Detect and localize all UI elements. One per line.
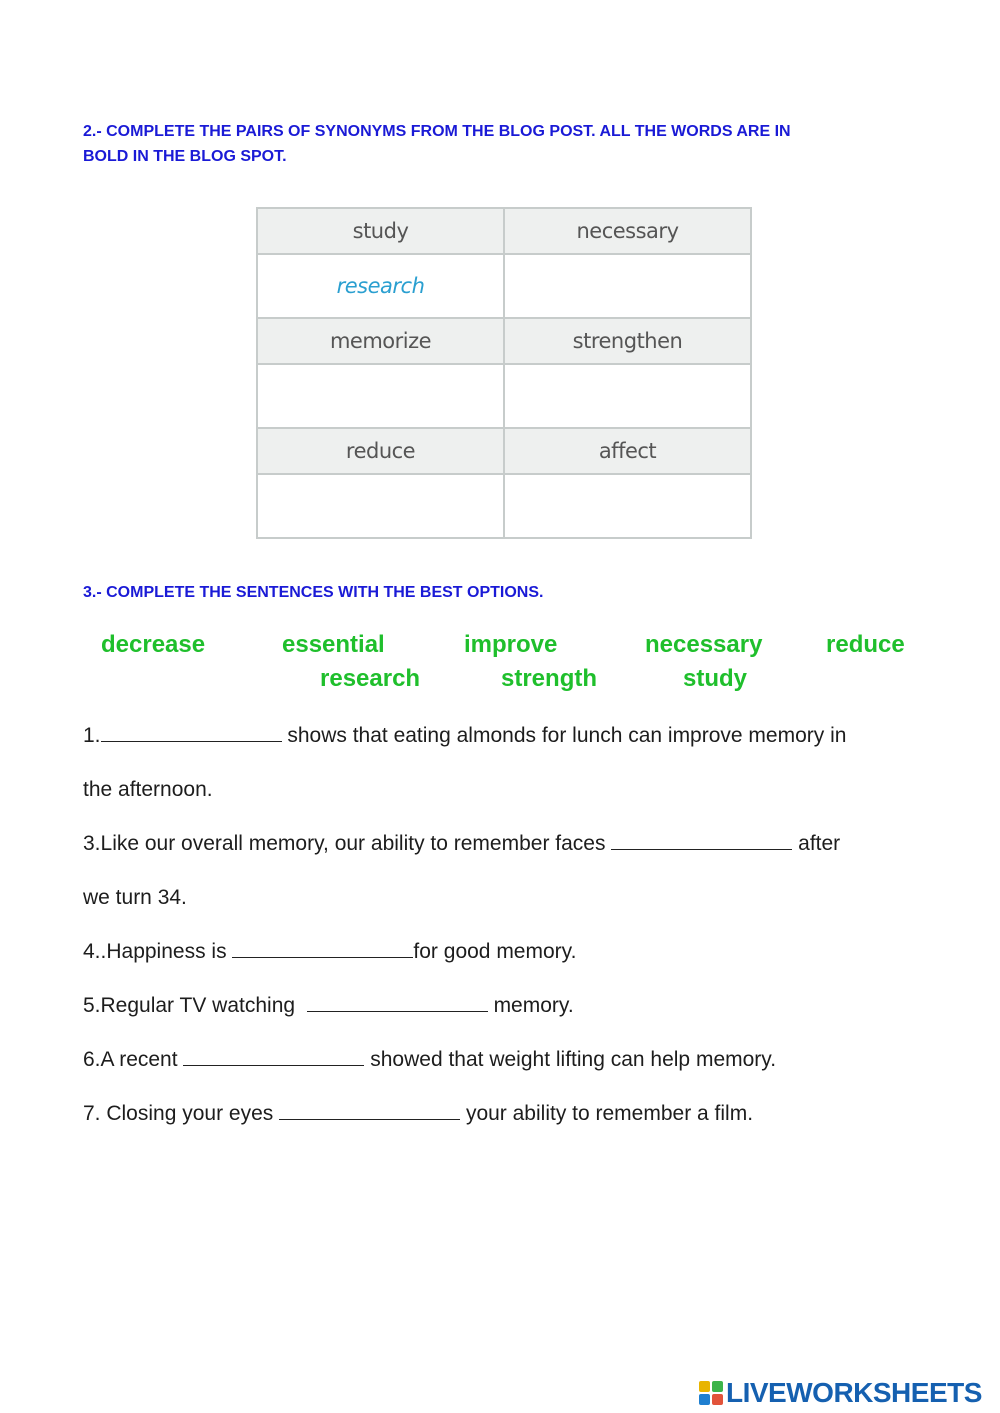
sentence-1-continued: the afternoon. [83, 778, 213, 801]
synonyms-table [256, 207, 752, 539]
answer-cell[interactable] [257, 474, 504, 538]
word-bank-item: necessary [645, 631, 763, 658]
answer-cell[interactable] [257, 364, 504, 428]
liveworksheets-logo [699, 1376, 982, 1410]
brand-name: LIVEWORKSHEETS [726, 1377, 982, 1408]
table-cell: memorize [257, 318, 504, 364]
section-3-heading: 3.- COMPLETE THE SENTENCES WITH THE BEST OPTIONS. [83, 584, 544, 601]
answer-blank[interactable] [232, 939, 413, 958]
answer-cell[interactable] [504, 474, 751, 538]
section-2-heading: 2.- COMPLETE THE PAIRS OF SYNONYMS FROM THE BLOG POST. ALL THE WORDS ARE IN BOLD IN THE BLOG SPOT. [83, 123, 791, 165]
sentence-3: 3.Like our overall memory, our ability to remember faces after [83, 832, 841, 855]
word-bank-item: improve [464, 631, 558, 658]
word-bank-item: reduce [826, 631, 905, 658]
sentence-5: 5.Regular TV watching memory. [83, 994, 574, 1017]
answer-blank[interactable] [307, 993, 488, 1012]
table-cell: study [257, 208, 504, 254]
answer-blank[interactable] [101, 723, 282, 742]
table-row [257, 318, 751, 364]
table-cell: reduce [257, 428, 504, 474]
table-row [257, 474, 751, 538]
table-row [257, 208, 751, 254]
answer-cell[interactable] [504, 364, 751, 428]
answer-blank[interactable] [611, 831, 792, 850]
answer-blank[interactable] [279, 1101, 460, 1120]
word-bank-item: decrease [101, 631, 206, 658]
table-cell: necessary [504, 208, 751, 254]
sentence-7: 7. Closing your eyes your ability to remember a film. [83, 1102, 754, 1125]
answer-cell[interactable] [504, 254, 751, 318]
table-row [257, 428, 751, 474]
table-cell: affect [504, 428, 751, 474]
table-row [257, 254, 751, 318]
sentence-4: 4..Happiness is for good memory. [83, 940, 577, 963]
sentence-1: 1. shows that eating almonds for lunch can improve memory in [83, 724, 847, 747]
word-bank-item: strength [501, 665, 597, 692]
table-cell: strengthen [504, 318, 751, 364]
liveworksheets-logo-icon [699, 1381, 723, 1405]
sentence-3-continued: we turn 34. [83, 886, 187, 909]
sentence-6: 6.A recent showed that weight lifting can help memory. [83, 1048, 777, 1071]
answer-blank[interactable] [183, 1047, 364, 1066]
word-bank-item: essential [282, 631, 385, 658]
word-bank-item: research [320, 665, 421, 692]
example-answer-cell: research [257, 254, 504, 318]
table-row [257, 364, 751, 428]
word-bank-item: study [683, 665, 748, 692]
